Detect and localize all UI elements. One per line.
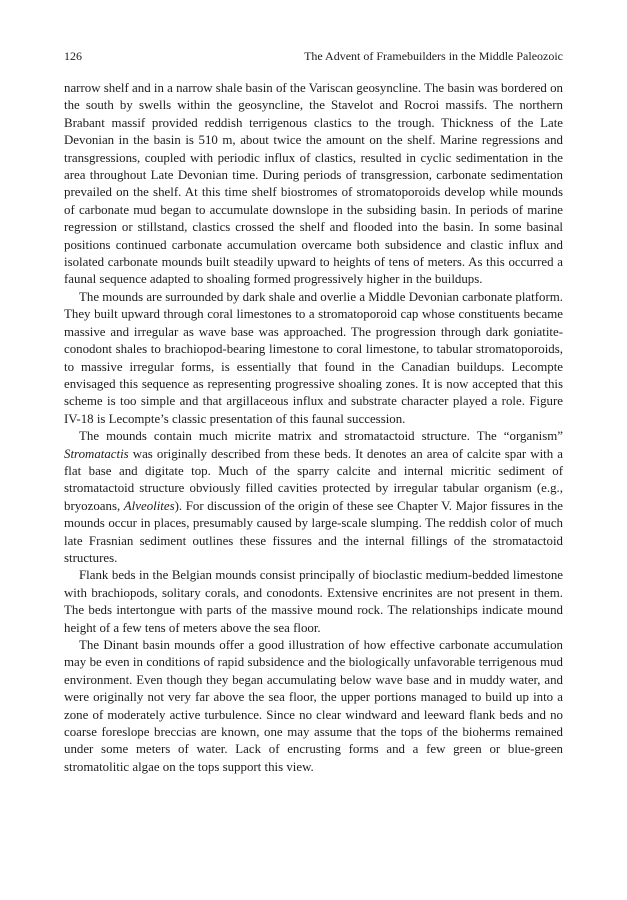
paragraph-5 [64,637,563,776]
paragraph-text: Flank beds in the Belgian mounds consist principally of bioclastic medium-bedded limestone with brachiopods, solitary corals, and conodonts. Extensive encrinites are not present in them. The beds intertongue with parts of the massive mound rock. The relationships indicate mound height of a few tens of meters above the sea floor. [64,568,563,635]
paragraph-text: narrow shelf and in a narrow shale basin of the Variscan geosyncline. The basin was bordered on the south by swells within the geosyncline, the Stavelot and Rocroi massifs. The northern Brabant massif provided reddish terrigenous clastics to the trough. Thickness of the Late Devonian in the basin is 510 m, about twice the amount on the shelf. Marine regressions and transgressions, coupled with periodic influx of clastics, resulted in cyclic sedimentation in the area throughout Late Devonian time. During periods of transgression, carbonate sedimentation prevailed on the shelf. At this time shelf biostromes of stromatoporoids develop while mounds of carbonate mud began to accumulate downslope in the subsiding basin. In periods of marine regression or stillstand, clastics crossed the shelf and flooded into the basin. In some basinal positions continued carbonate accumulation overcame both subsidence and clastic influx and isolated carbonate mounds built steadily upward to heights of tens of meters. As this occurred a faunal sequence adapted to shoaling formed progressively higher in the buildups. [64,81,563,287]
paragraph-text: ). For discussion of the origin of these see Chapter V. Major fissures in the mounds occur in places, presumably caused by large-scale slumping. The reddish color of much late Frasnian sediment outlines these fissures and the internal fillings of the stromatactoid structures. [64,498,563,565]
taxon-name-stromatactis: Stromatactis [64,446,129,461]
paragraph-1 [64,80,563,289]
paragraph-text: The mounds contain much micrite matrix and stromatactoid structure. The “organism” [79,429,563,444]
paragraph-text: was originally described from these beds. It denotes an area of calcite spar with a flat base and digitate top. Much of the sparry calcite and internal micritic sediment of stromatactoid structure obviously filled cavities protected by irregular tabular organism (e.g., bryozoans, [64,446,563,513]
body-text [64,80,563,776]
page-number: 126 [64,49,82,63]
running-title: The Advent of Framebuilders in the Middle Paleozoic [304,49,563,63]
paragraph-3 [64,428,563,567]
paragraph-text: The Dinant basin mounds offer a good illustration of how effective carbonate accumulation may be even in conditions of rapid subsidence and the biologically unfavorable terrigenous mud environment. Even though they began accumulating below wave base and in muddy water, and were originally not very far above the sea floor, the upper portions managed to build up into a zone of moderately active turbulence. Since no clear windward and leeward flank beds and no coarse foreslope breccias are known, one may assume that the tops of the bioherms remained under some meters of water. Lack of encrusting forms and a few green or blue-green stromatolitic algae on the tops support this view. [64,638,563,774]
paragraph-2 [64,289,563,428]
paragraph-4 [64,567,563,637]
paragraph-text: The mounds are surrounded by dark shale and overlie a Middle Devonian carbonate platform. They built upward through coral limestones to a stromatoporoid cap whose constituents became massive and irregular as wave base was approached. The progression through dark goniatite-conodont shales to brachiopod-bearing limestone to coral limestone, to tabular stromatoporoids, to massive irregular forms, is essentially that found in the Canadian buildups. Lecompte envisaged this sequence as representing progressive shoaling zones. It is now accepted that this scheme is too simple and that argillaceous influx and substrate character played a role. Figure IV-18 is Lecompte’s classic presentation of this faunal succession. [64,289,563,426]
taxon-name-alveolites: Alveolites [123,498,175,513]
